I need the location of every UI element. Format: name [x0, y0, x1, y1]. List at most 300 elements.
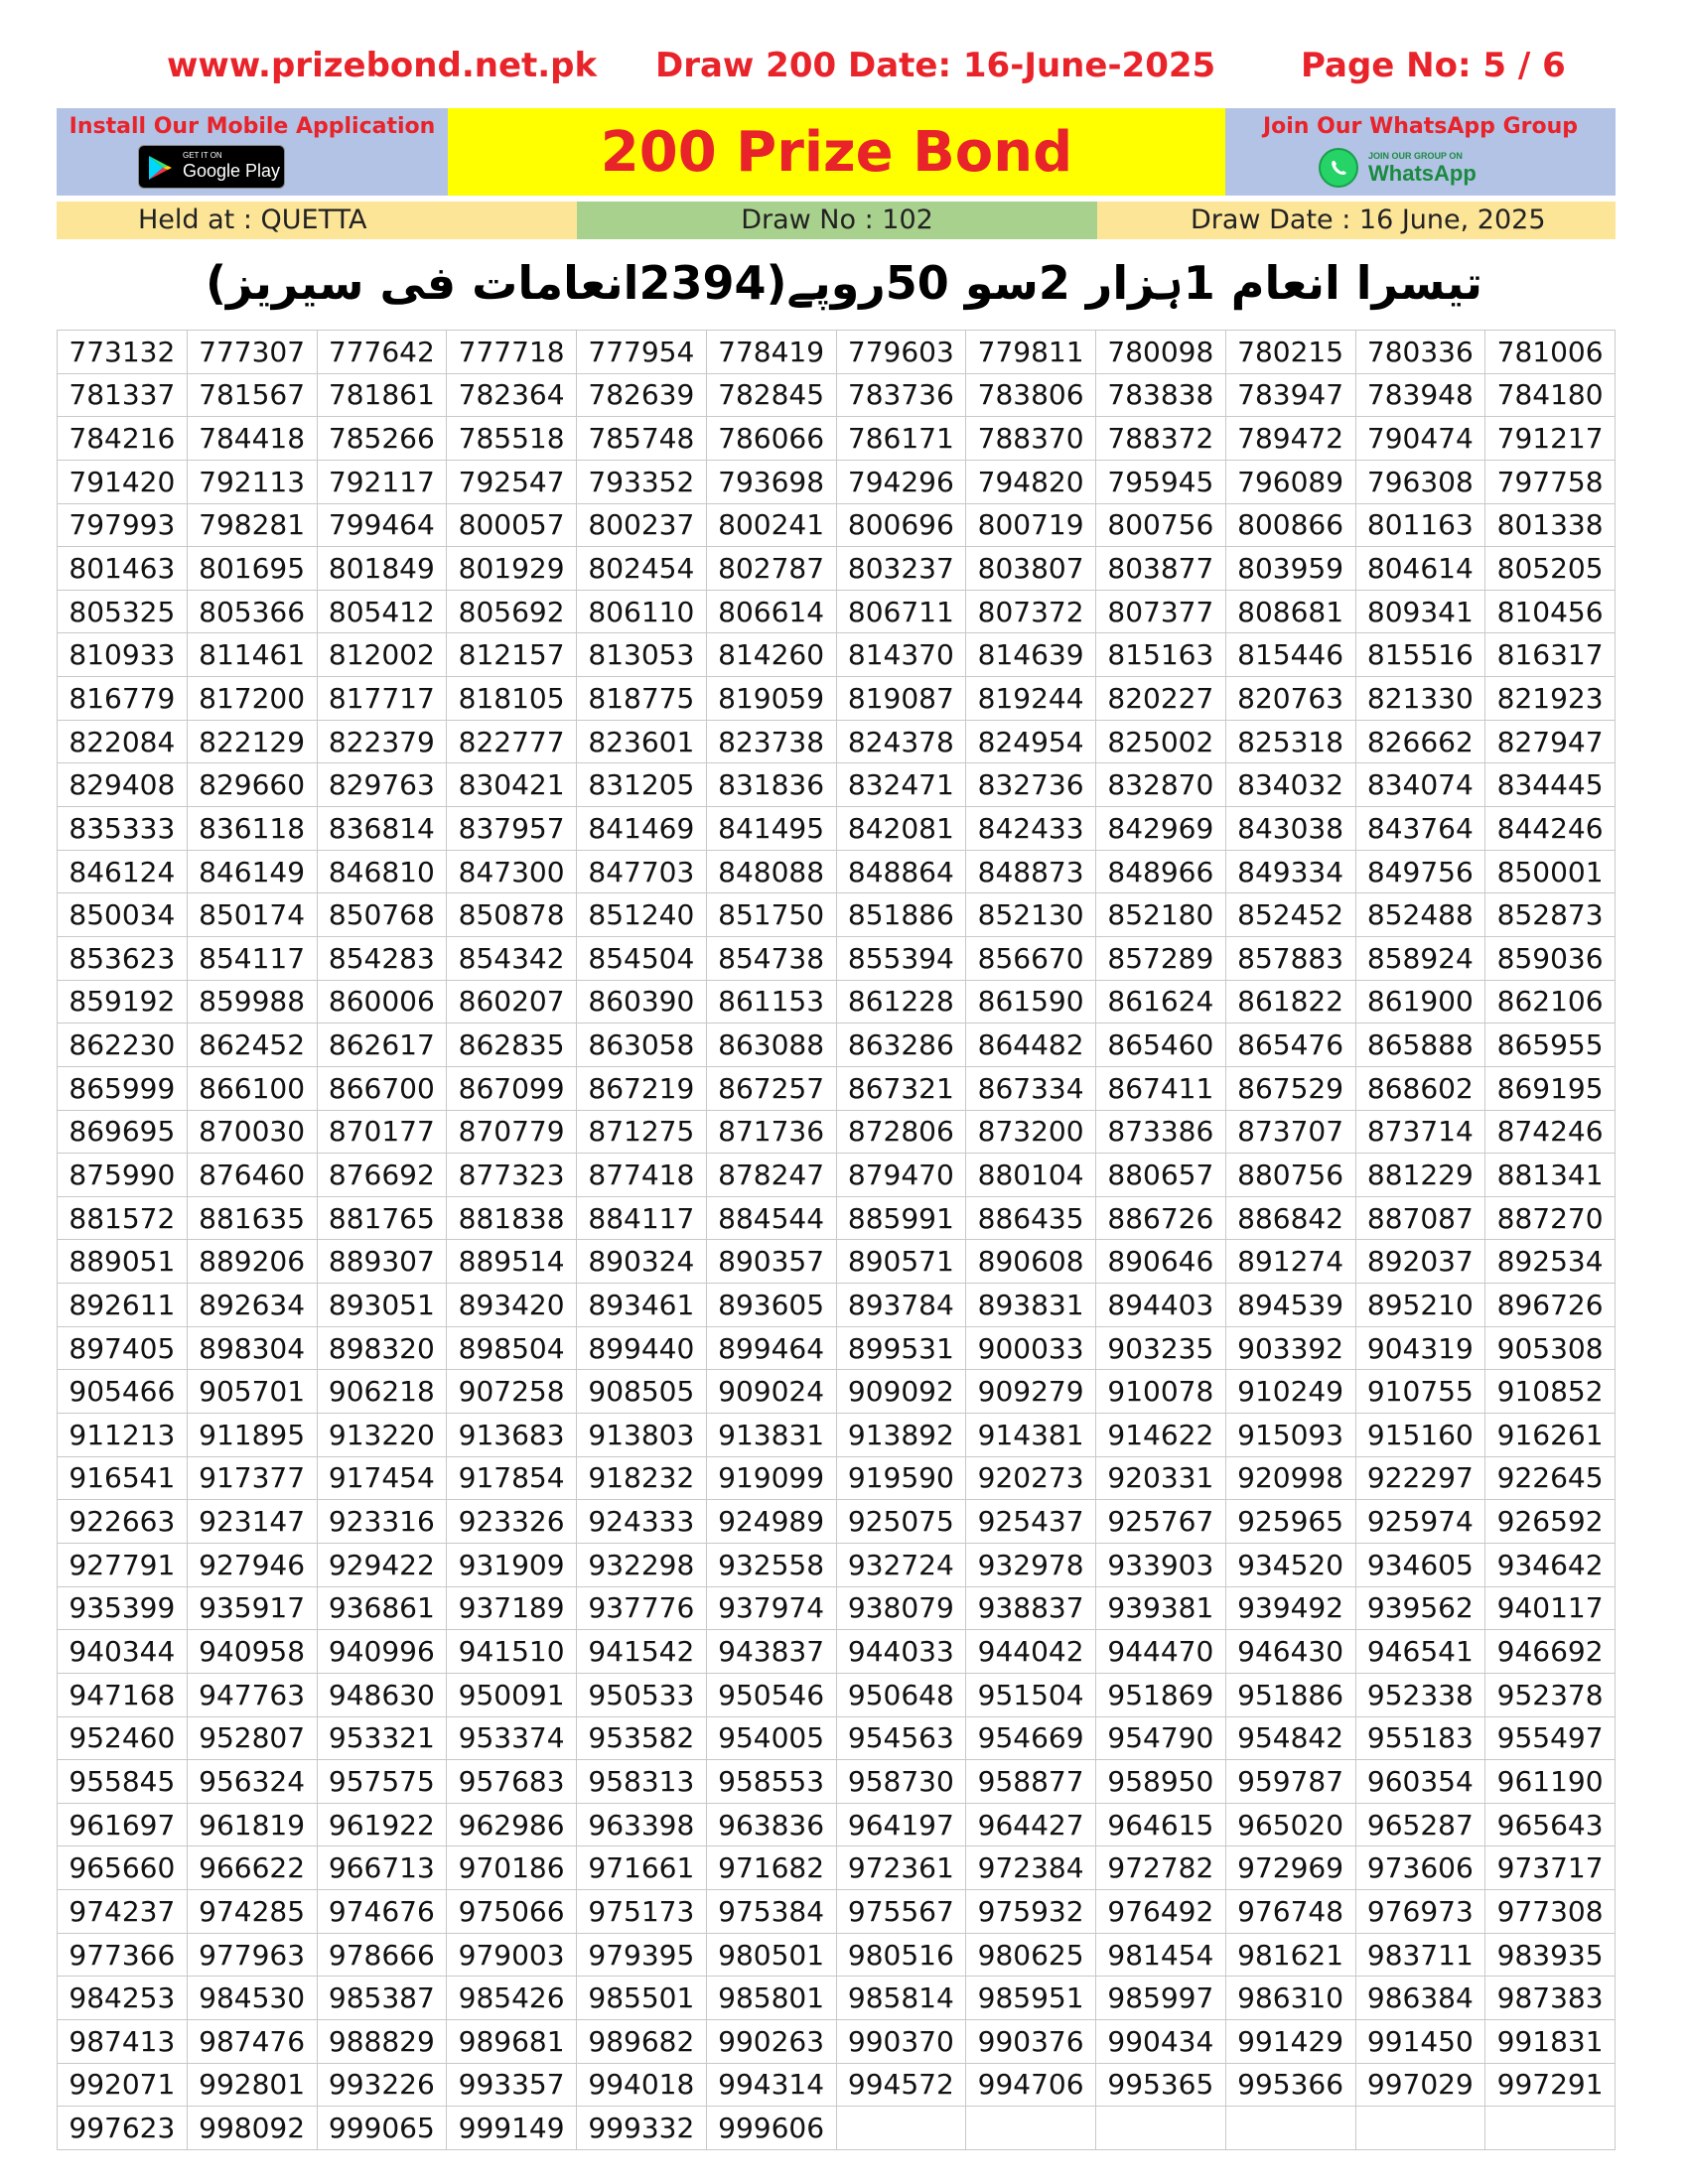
bond-number-cell: 834032	[1225, 763, 1355, 807]
bond-number-cell: 925437	[966, 1500, 1096, 1544]
bond-number-cell: 989682	[577, 2019, 707, 2063]
bond-number-cell: 985814	[836, 1977, 966, 2020]
bond-number-cell: 847703	[577, 850, 707, 893]
bond-number-cell: 812157	[447, 633, 577, 677]
bond-number-cell: 797758	[1485, 460, 1616, 503]
bond-number-cell: 778419	[706, 331, 836, 374]
bond-number-cell: 938079	[836, 1586, 966, 1630]
bond-number-cell: 842081	[836, 807, 966, 851]
bond-number-cell: 814370	[836, 633, 966, 677]
bond-number-cell: 801929	[447, 547, 577, 591]
draw-date-heading: Draw 200 Date: 16-June-2025	[655, 46, 1216, 85]
bond-number-cell: 800241	[706, 503, 836, 547]
bond-number-cell: 951869	[1096, 1673, 1226, 1716]
google-play-icon	[147, 155, 173, 181]
bond-number-cell: 807372	[966, 590, 1096, 633]
bond-number-cell: 830421	[447, 763, 577, 807]
google-play-small-text: GET IT ON	[183, 151, 222, 160]
bond-number-cell: 890608	[966, 1240, 1096, 1284]
table-row	[58, 1284, 1616, 1327]
bond-number-cell: 869195	[1485, 1066, 1616, 1110]
table-row	[58, 1456, 1616, 1500]
bond-number-cell: 846810	[317, 850, 447, 893]
bond-number-cell: 934520	[1225, 1543, 1355, 1586]
bond-number-cell: 914622	[1096, 1414, 1226, 1457]
bond-number-cell: 823601	[577, 720, 707, 763]
bond-number-cell: 965020	[1225, 1803, 1355, 1846]
bond-number-cell: 831205	[577, 763, 707, 807]
bond-number-cell: 890324	[577, 1240, 707, 1284]
bond-number-cell: 832736	[966, 763, 1096, 807]
bond-number-cell: 793352	[577, 460, 707, 503]
bond-number-cell: 905701	[187, 1370, 317, 1414]
bond-number-cell: 994706	[966, 2063, 1096, 2107]
bond-number-cell: 851750	[706, 893, 836, 937]
bond-number-cell: 988829	[317, 2019, 447, 2063]
bond-number-cell: 953321	[317, 1716, 447, 1760]
table-row	[58, 1543, 1616, 1586]
table-row	[58, 1933, 1616, 1977]
bond-number-cell: 984253	[58, 1977, 188, 2020]
bond-number-cell: 937974	[706, 1586, 836, 1630]
bond-number-cell: 850174	[187, 893, 317, 937]
table-row	[58, 1890, 1616, 1934]
bond-number-cell: 784216	[58, 417, 188, 461]
bond-number-cell: 975932	[966, 1890, 1096, 1934]
bond-number-cell: 909092	[836, 1370, 966, 1414]
bond-number-cell: 854504	[577, 936, 707, 980]
bond-number-cell: 867099	[447, 1066, 577, 1110]
bond-number-cell: 785748	[577, 417, 707, 461]
bond-number-cell: 881229	[1355, 1154, 1485, 1197]
bond-number-cell: 854283	[317, 936, 447, 980]
bond-number-cell: 959787	[1225, 1760, 1355, 1804]
bond-number-cell: 951886	[1225, 1673, 1355, 1716]
bond-number-cell: 875990	[58, 1154, 188, 1197]
bond-number-cell: 935399	[58, 1586, 188, 1630]
bond-number-cell: 978666	[317, 1933, 447, 1977]
bond-number-cell: 929422	[317, 1543, 447, 1586]
table-row	[58, 1024, 1616, 1067]
table-row	[58, 980, 1616, 1024]
draw-number: Draw No : 102	[577, 202, 1097, 239]
bond-number-cell: 829660	[187, 763, 317, 807]
bond-number-cell: 835333	[58, 807, 188, 851]
bond-number-cell: 911213	[58, 1414, 188, 1457]
bond-number-cell: 983935	[1485, 1933, 1616, 1977]
bond-number-cell: 869695	[58, 1110, 188, 1154]
bond-number-cell: 898304	[187, 1326, 317, 1370]
bond-number-cell: 800237	[577, 503, 707, 547]
bond-number-cell: 862452	[187, 1024, 317, 1067]
bond-number-cell: 977308	[1485, 1890, 1616, 1934]
table-row	[58, 2107, 1616, 2150]
bond-number-cell: 994572	[836, 2063, 966, 2107]
bond-number-cell: 934605	[1355, 1543, 1485, 1586]
bond-number-cell: 850034	[58, 893, 188, 937]
bond-number-cell: 890646	[1096, 1240, 1226, 1284]
bond-number-cell: 812002	[317, 633, 447, 677]
bond-number-cell: 807377	[1096, 590, 1226, 633]
bond-number-cell: 918232	[577, 1456, 707, 1500]
bond-number-cell: 972969	[1225, 1846, 1355, 1890]
bond-number-cell: 944042	[966, 1630, 1096, 1674]
bond-number-cell: 933903	[1096, 1543, 1226, 1586]
bond-number-cell: 850001	[1485, 850, 1616, 893]
bond-number-cell: 831836	[706, 763, 836, 807]
bond-number-cell: 854117	[187, 936, 317, 980]
whatsapp-group-button[interactable]	[1319, 148, 1527, 188]
bond-number-cell: 985951	[966, 1977, 1096, 2020]
bond-number-cell: 881838	[447, 1196, 577, 1240]
bond-number-cell	[1485, 2107, 1616, 2150]
bond-number-cell: 813053	[577, 633, 707, 677]
table-row	[58, 1803, 1616, 1846]
bond-number-cell: 858924	[1355, 936, 1485, 980]
bond-number-cell: 781567	[187, 373, 317, 417]
table-row	[58, 373, 1616, 417]
bond-number-cell: 994314	[706, 2063, 836, 2107]
bond-number-cell: 794820	[966, 460, 1096, 503]
whatsapp-label: WhatsApp	[1368, 161, 1477, 186]
bond-number-cell: 873386	[1096, 1110, 1226, 1154]
bond-number-cell: 789472	[1225, 417, 1355, 461]
site-url-link[interactable]: www.prizebond.net.pk	[167, 46, 598, 85]
bond-number-cell: 940958	[187, 1630, 317, 1674]
bond-number-cell: 954842	[1225, 1716, 1355, 1760]
bond-number-cell: 961819	[187, 1803, 317, 1846]
bond-number-cell: 946430	[1225, 1630, 1355, 1674]
held-at: Held at : QUETTA	[57, 202, 577, 239]
bond-number-cell: 809341	[1355, 590, 1485, 633]
bond-number-cell: 985426	[447, 1977, 577, 2020]
bond-number-cell	[836, 2107, 966, 2150]
bond-number-cell: 790474	[1355, 417, 1485, 461]
table-row	[58, 1673, 1616, 1716]
bond-number-cell: 815516	[1355, 633, 1485, 677]
bond-number-cell: 819059	[706, 677, 836, 721]
bond-number-cell: 805205	[1485, 547, 1616, 591]
bond-number-cell: 854738	[706, 936, 836, 980]
bond-number-cell: 962986	[447, 1803, 577, 1846]
bond-number-cell: 779603	[836, 331, 966, 374]
bond-number-cell: 916261	[1485, 1414, 1616, 1457]
bond-number-cell: 992801	[187, 2063, 317, 2107]
bond-number-cell: 972782	[1096, 1846, 1226, 1890]
bond-number-cell: 915093	[1225, 1414, 1355, 1457]
bond-number-cell: 814639	[966, 633, 1096, 677]
bond-number-cell: 786171	[836, 417, 966, 461]
table-row	[58, 1414, 1616, 1457]
bond-number-cell: 990370	[836, 2019, 966, 2063]
bond-number-cell: 886842	[1225, 1196, 1355, 1240]
table-row	[58, 807, 1616, 851]
bond-number-cell: 861624	[1096, 980, 1226, 1024]
bond-number-cell: 952338	[1355, 1673, 1485, 1716]
bond-number-cell: 891274	[1225, 1240, 1355, 1284]
bond-number-cell: 932978	[966, 1543, 1096, 1586]
bond-number-cell: 850768	[317, 893, 447, 937]
bond-number-cell: 821923	[1485, 677, 1616, 721]
bond-number-cell: 975567	[836, 1890, 966, 1934]
bond-number-cell: 783948	[1355, 373, 1485, 417]
bond-number-cell: 788370	[966, 417, 1096, 461]
bond-number-cell: 806110	[577, 590, 707, 633]
bond-number-cell: 870779	[447, 1110, 577, 1154]
table-row	[58, 1977, 1616, 2020]
bond-number-cell: 793698	[706, 460, 836, 503]
bond-number-cell: 866700	[317, 1066, 447, 1110]
bond-number-cell: 985501	[577, 1977, 707, 2020]
bond-number-cell: 825002	[1096, 720, 1226, 763]
bond-number-cell: 851240	[577, 893, 707, 937]
bond-number-cell: 957683	[447, 1760, 577, 1804]
bond-number-cell: 815163	[1096, 633, 1226, 677]
bond-number-cell: 984530	[187, 1977, 317, 2020]
bond-number-cell: 824954	[966, 720, 1096, 763]
bond-number-cell: 981454	[1096, 1933, 1226, 1977]
bond-number-cell: 817717	[317, 677, 447, 721]
bond-number-cell: 958877	[966, 1760, 1096, 1804]
bond-number-cell: 783806	[966, 373, 1096, 417]
bond-number-cell: 993226	[317, 2063, 447, 2107]
bond-number-cell: 894539	[1225, 1284, 1355, 1327]
bond-number-cell: 842433	[966, 807, 1096, 851]
bond-number-cell: 920998	[1225, 1456, 1355, 1500]
bond-number-cell: 861153	[706, 980, 836, 1024]
bond-number-cell: 910078	[1096, 1370, 1226, 1414]
bond-number-cell: 860390	[577, 980, 707, 1024]
bond-number-cell: 892037	[1355, 1240, 1485, 1284]
bond-number-cell: 887087	[1355, 1196, 1485, 1240]
bond-number-cell: 950546	[706, 1673, 836, 1716]
table-row	[58, 850, 1616, 893]
bond-number-cell: 896726	[1485, 1284, 1616, 1327]
bond-number-cell: 972384	[966, 1846, 1096, 1890]
bond-number-cell: 932298	[577, 1543, 707, 1586]
bond-number-cell: 859192	[58, 980, 188, 1024]
bond-number-cell: 937776	[577, 1586, 707, 1630]
table-row	[58, 331, 1616, 374]
bond-number-cell: 946692	[1485, 1630, 1616, 1674]
bond-number-cell: 852452	[1225, 893, 1355, 937]
bond-number-cell: 909024	[706, 1370, 836, 1414]
bond-number-cell: 802787	[706, 547, 836, 591]
draw-info-bar	[57, 202, 1616, 239]
bond-number-cell: 846149	[187, 850, 317, 893]
bond-number-cell: 979003	[447, 1933, 577, 1977]
bond-number-cell: 873200	[966, 1110, 1096, 1154]
bond-number-cell: 981621	[1225, 1933, 1355, 1977]
bond-number-cell: 922645	[1485, 1456, 1616, 1500]
bond-number-cell: 920273	[966, 1456, 1096, 1500]
draw-date: Draw Date : 16 June, 2025	[1097, 202, 1616, 239]
title-panel	[448, 108, 1225, 196]
bond-number-cell: 791420	[58, 460, 188, 503]
bond-number-cell: 855394	[836, 936, 966, 980]
bond-number-cell: 999332	[577, 2107, 707, 2150]
whatsapp-title: Join Our WhatsApp Group	[1262, 114, 1579, 139]
bond-number-cell: 943837	[706, 1630, 836, 1674]
table-row	[58, 677, 1616, 721]
bond-number-cell: 915160	[1355, 1414, 1485, 1457]
table-row	[58, 1630, 1616, 1674]
bond-number-cell: 922297	[1355, 1456, 1485, 1500]
bond-number-cell: 861590	[966, 980, 1096, 1024]
bond-number-cell: 886435	[966, 1196, 1096, 1240]
bond-number-cell: 834445	[1485, 763, 1616, 807]
bond-number-cell: 780098	[1096, 331, 1226, 374]
bond-number-cell: 810933	[58, 633, 188, 677]
bond-number-cell: 938837	[966, 1586, 1096, 1630]
bond-number-cell: 799464	[317, 503, 447, 547]
bond-number-cell: 834074	[1355, 763, 1485, 807]
bond-number-cell: 940117	[1485, 1586, 1616, 1630]
bond-number-cell: 977366	[58, 1933, 188, 1977]
google-play-button[interactable]	[138, 145, 285, 189]
banner	[57, 108, 1616, 196]
bond-number-cell: 963398	[577, 1803, 707, 1846]
bond-number-cell: 937189	[447, 1586, 577, 1630]
bond-number-cell: 965643	[1485, 1803, 1616, 1846]
bond-number-cell: 803807	[966, 547, 1096, 591]
table-row	[58, 590, 1616, 633]
bond-number-cell: 881572	[58, 1196, 188, 1240]
bond-number-cell: 987413	[58, 2019, 188, 2063]
bond-number-cell: 863088	[706, 1024, 836, 1067]
bond-number-cell: 803959	[1225, 547, 1355, 591]
bond-number-cell: 819087	[836, 677, 966, 721]
bond-number-cell: 877418	[577, 1154, 707, 1197]
bond-number-cell: 916541	[58, 1456, 188, 1500]
bond-number-cell: 881635	[187, 1196, 317, 1240]
bond-number-cell: 794296	[836, 460, 966, 503]
bond-number-cell: 909279	[966, 1370, 1096, 1414]
bond-number-cell: 952378	[1485, 1673, 1616, 1716]
bond-number-cell: 961922	[317, 1803, 447, 1846]
bond-number-cell: 782639	[577, 373, 707, 417]
bond-number-cell: 913220	[317, 1414, 447, 1457]
bond-number-cell: 894403	[1096, 1284, 1226, 1327]
table-row	[58, 633, 1616, 677]
bond-number-cell: 975173	[577, 1890, 707, 1934]
table-row	[58, 1066, 1616, 1110]
bond-number-cell: 973606	[1355, 1846, 1485, 1890]
bond-number-cell: 974237	[58, 1890, 188, 1934]
bond-number-cell: 864482	[966, 1024, 1096, 1067]
bond-number-cell	[966, 2107, 1096, 2150]
table-row	[58, 1586, 1616, 1630]
bond-number-cell: 841495	[706, 807, 836, 851]
bond-number-cell: 811461	[187, 633, 317, 677]
table-row	[58, 763, 1616, 807]
bond-number-cell: 890571	[836, 1240, 966, 1284]
bond-number-cell: 785266	[317, 417, 447, 461]
bond-number-cell: 816779	[58, 677, 188, 721]
bond-number-cell: 997029	[1355, 2063, 1485, 2107]
bond-number-cell: 783736	[836, 373, 966, 417]
bond-number-cell: 848088	[706, 850, 836, 893]
bond-number-cell: 850878	[447, 893, 577, 937]
bond-number-cell: 804614	[1355, 547, 1485, 591]
bond-number-cell	[1355, 2107, 1485, 2150]
bond-number-cell: 777307	[187, 331, 317, 374]
bond-number-cell: 923147	[187, 1500, 317, 1544]
bond-number-cell: 890357	[706, 1240, 836, 1284]
bond-number-cell: 955845	[58, 1760, 188, 1804]
bond-number-cell: 980625	[966, 1933, 1096, 1977]
bond-number-cell: 958950	[1096, 1760, 1226, 1804]
bond-number-cell: 871736	[706, 1110, 836, 1154]
bond-number-cell: 832471	[836, 763, 966, 807]
bond-number-cell: 961697	[58, 1803, 188, 1846]
bond-number-cell: 924989	[706, 1500, 836, 1544]
bond-number-cell: 953582	[577, 1716, 707, 1760]
bond-number-cell: 780336	[1355, 331, 1485, 374]
bond-number-cell: 781006	[1485, 331, 1616, 374]
bond-number-cell: 893461	[577, 1284, 707, 1327]
bond-number-cell: 800756	[1096, 503, 1226, 547]
bond-number-cell: 925075	[836, 1500, 966, 1544]
bond-number-cell: 803877	[1096, 547, 1226, 591]
bond-number-cell: 999065	[317, 2107, 447, 2150]
bond-number-cell: 925767	[1096, 1500, 1226, 1544]
bond-number-cell: 960354	[1355, 1760, 1485, 1804]
bond-number-cell: 870177	[317, 1110, 447, 1154]
bond-number-cell: 993357	[447, 2063, 577, 2107]
bond-number-cell: 892634	[187, 1284, 317, 1327]
bond-number-cell: 849756	[1355, 850, 1485, 893]
bond-number-cell: 994018	[577, 2063, 707, 2107]
bond-number-cell: 964615	[1096, 1803, 1226, 1846]
bond-number-cell: 773132	[58, 331, 188, 374]
bond-number-cell: 867529	[1225, 1066, 1355, 1110]
bond-number-cell: 939492	[1225, 1586, 1355, 1630]
bond-number-cell: 895210	[1355, 1284, 1485, 1327]
bond-number-cell: 860006	[317, 980, 447, 1024]
bond-number-cell: 947763	[187, 1673, 317, 1716]
bond-number-cell: 808681	[1225, 590, 1355, 633]
bond-number-cell: 837957	[447, 807, 577, 851]
bond-number-cell: 862835	[447, 1024, 577, 1067]
bond-number-cell: 980501	[706, 1933, 836, 1977]
bond-number-cell: 818105	[447, 677, 577, 721]
bond-number-cell: 975066	[447, 1890, 577, 1934]
bond-number-cell: 867219	[577, 1066, 707, 1110]
table-row	[58, 1716, 1616, 1760]
bond-number-cell: 974285	[187, 1890, 317, 1934]
bond-number-cell: 817200	[187, 677, 317, 721]
bond-number-cell: 999149	[447, 2107, 577, 2150]
bond-number-cell: 913683	[447, 1414, 577, 1457]
table-row	[58, 1846, 1616, 1890]
bond-number-cell: 781861	[317, 373, 447, 417]
bond-number-cell: 925974	[1355, 1500, 1485, 1544]
bond-number-cell: 956324	[187, 1760, 317, 1804]
page-title: 200 Prize Bond	[600, 119, 1073, 185]
bond-number-cell: 777718	[447, 331, 577, 374]
bond-number-cell: 986384	[1355, 1977, 1485, 2020]
bond-number-cell: 857289	[1096, 936, 1226, 980]
bond-number-cell: 965287	[1355, 1803, 1485, 1846]
bond-number-cell: 966622	[187, 1846, 317, 1890]
bond-number-cell: 861822	[1225, 980, 1355, 1024]
bond-number-cell: 913831	[706, 1414, 836, 1457]
table-row	[58, 1110, 1616, 1154]
bond-number-cell: 940996	[317, 1630, 447, 1674]
bond-number-cell: 898504	[447, 1326, 577, 1370]
bond-number-cell: 974676	[317, 1890, 447, 1934]
